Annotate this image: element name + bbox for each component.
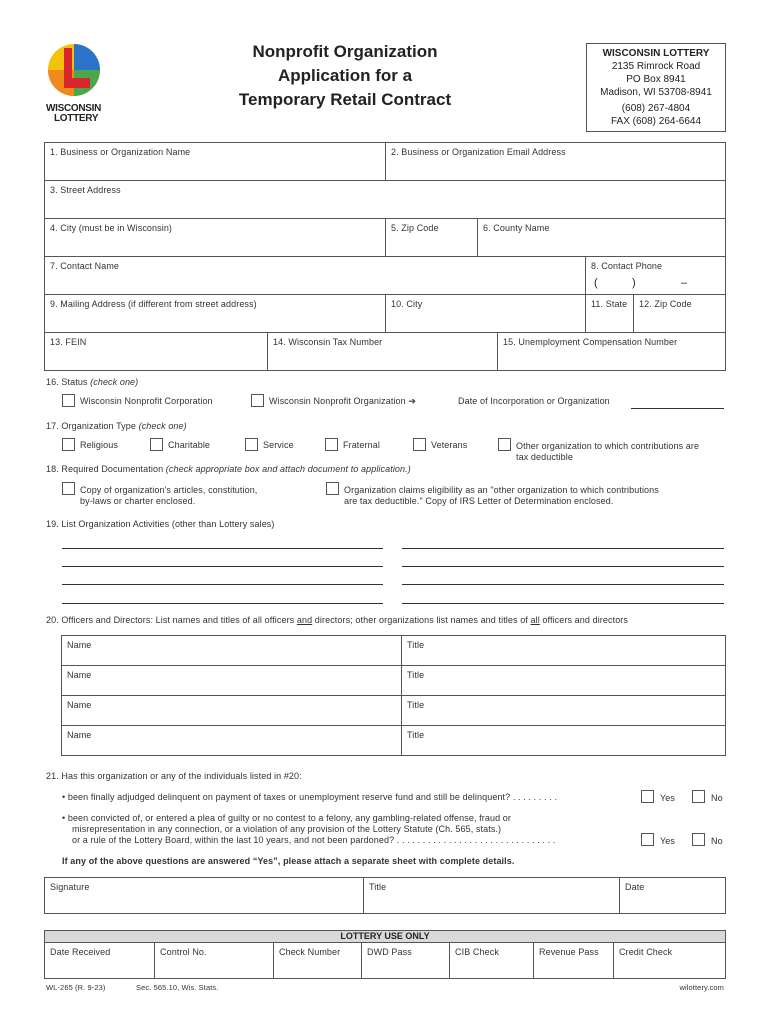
field-mailing-address[interactable] [44,294,386,333]
field-zip[interactable] [385,218,478,257]
field-county[interactable] [477,218,726,257]
lottery-col-label: CIB Check [455,947,499,957]
footer-website: wilottery.com [679,983,724,992]
field-fein-label: 13. FEIN [50,337,87,347]
q21-bullet-2-line2: misrepresentation in any connection, or a violation of any provision of the Lottery Statute (Ch. 565, stats.) [72,824,502,834]
lottery-col-label: Date Received [50,947,111,957]
field-mailing-zip-label: 12. Zip Code [639,299,692,309]
q21a-no-label: No [711,793,723,803]
form-title [200,40,490,112]
activity-line-6[interactable] [402,566,724,567]
lottery-control-no[interactable] [154,942,274,979]
field-tax-number[interactable] [267,332,498,371]
officer-title-label: Title [407,700,425,710]
field-email[interactable] [385,142,726,181]
checkbox-fraternal[interactable] [325,438,338,451]
org-type-hint: (check one) [138,421,187,431]
field-county-label: 6. County Name [483,223,550,233]
status-heading [46,377,138,387]
date-incorporation-line[interactable] [631,408,724,409]
officer-title-4[interactable] [401,725,726,756]
officer-title-label: Title [407,640,425,650]
officer-title-3[interactable] [401,695,726,726]
field-mailing-label: 9. Mailing Address (if different from street address) [50,299,257,309]
option-articles-line1: Copy of organization's articles, constitution, [80,485,258,495]
lottery-cib-check[interactable] [449,942,534,979]
q21-bullet-2-line3: or a rule of the Lottery Board, within the last 10 years, and not been pardoned? . . . . . . . . . . . . . . . . . . . . . . . . . . . . . . . [72,835,556,845]
title-line-1: Nonprofit Organization [252,42,438,61]
lottery-credit-check[interactable] [613,942,726,979]
lottery-col-label: DWD Pass [367,947,412,957]
officer-name-2[interactable] [61,665,402,696]
checkbox-nonprofit-organization[interactable] [251,394,264,407]
field-state[interactable] [585,294,634,333]
officer-name-label: Name [67,670,92,680]
activity-line-4[interactable] [62,603,383,604]
q21-bullet-1: • been finally adjudged delinquent on payment of taxes or unemployment reserve fund and still be delinquent? . . . . . . . . . [62,792,558,802]
officers-label [46,615,628,625]
title-line-2: Application for a [277,66,413,85]
logo-text-wisconsin: WISCONSIN [46,103,102,114]
org-type-label: 17. Organization Type [46,421,136,431]
field-mailing-zip[interactable] [633,294,726,333]
phone-close-paren: ) [632,277,636,289]
org-type-heading [46,421,187,431]
officers-label-a: 20. Officers and Directors: List names and titles of all officers [46,615,297,625]
officer-title-label: Title [407,670,425,680]
checkbox-articles[interactable] [62,482,75,495]
q21b-yes-label: Yes [660,836,675,846]
date-incorporation-label: Date of Incorporation or Organization [458,396,610,406]
officers-label-c: officers and directors [539,615,629,625]
field-zip-label: 5. Zip Code [391,223,439,233]
footer-statute: Sec. 565.10, Wis. Stats. [136,983,219,992]
checkbox-other-org[interactable] [498,438,511,451]
field-mailing-city[interactable] [385,294,586,333]
option-irs-line2: are tax deductible." Copy of IRS Letter of Determination enclosed. [344,496,614,506]
officer-name-label: Name [67,640,92,650]
signature-title-field[interactable] [363,877,620,914]
q21-label: 21. Has this organization or any of the individuals listed in #20: [46,771,302,781]
option-religious: Religious [80,440,118,450]
lottery-address-box [586,43,726,132]
field-email-label: 2. Business or Organization Email Address [391,147,566,157]
address-street: 2135 Rimrock Road [611,61,701,72]
q21a-yes-label: Yes [660,793,675,803]
officer-name-4[interactable] [61,725,402,756]
docs-hint: (check appropriate box and attach document to application.) [165,464,411,474]
lottery-logo-icon [42,42,112,102]
address-city: Madison, WI 53708-8941 [600,87,712,98]
q21-bullet-2-line1: • been convicted of, or entered a plea of guilty or no contest to a felony, any gambling-related offense, fraud or [62,813,511,823]
field-contact-name[interactable] [44,256,586,295]
field-org-name-label: 1. Business or Organization Name [50,147,191,157]
arrow-right-icon: ➔ [408,396,417,406]
lottery-dwd-pass[interactable] [361,942,450,979]
activity-line-1[interactable] [62,548,383,549]
checkbox-q21a-no[interactable] [692,790,705,803]
checkbox-irs-letter[interactable] [326,482,339,495]
signature-date-field[interactable] [619,877,726,914]
phone-open-paren: ( [594,277,598,289]
field-unemployment-number[interactable] [497,332,726,371]
option-fraternal: Fraternal [343,440,380,450]
status-hint: (check one) [90,377,139,387]
status-label: 16. Status [46,377,88,387]
officers-label-all: all [530,615,540,625]
activity-line-2[interactable] [62,566,383,567]
field-contact-label: 7. Contact Name [50,261,120,271]
officer-title-1[interactable] [401,635,726,666]
address-org: WISCONSIN LOTTERY [602,48,710,59]
address-fax: FAX (608) 264-6644 [610,116,702,127]
option-articles-line2: by-laws or charter enclosed. [80,496,196,506]
footer-form-number: WL-265 (R. 9-23) [46,983,106,992]
address-phone: (608) 267-4804 [621,103,691,114]
checkbox-religious[interactable] [62,438,75,451]
docs-label: 18. Required Documentation [46,464,164,474]
option-service: Service [263,440,294,450]
officers-label-and: and [296,615,313,625]
option-nonprofit-organization [269,396,416,407]
logo-text-lottery: LOTTERY [54,113,99,124]
field-contact-phone[interactable] [585,256,726,295]
field-org-name[interactable] [44,142,386,181]
checkbox-q21b-yes[interactable] [641,833,654,846]
option-irs-line1: Organization claims eligibility as an "other organization to which contributions [344,485,659,495]
lottery-col-label: Credit Check [619,947,673,957]
field-city-label: 4. City (must be in Wisconsin) [50,223,173,233]
signature-label: Signature [50,882,90,892]
officer-name-label: Name [67,700,92,710]
wisconsin-lottery-logo [42,42,112,127]
field-unemployment-label: 15. Unemployment Compensation Number [503,337,678,347]
field-city[interactable] [44,218,386,257]
field-fein[interactable] [44,332,268,371]
lottery-date-received[interactable] [44,942,155,979]
lottery-col-label: Check Number [279,947,341,957]
address-po: PO Box 8941 [626,74,686,85]
docs-heading [46,464,411,474]
phone-dash: – [681,277,688,289]
checkbox-service[interactable] [245,438,258,451]
checkbox-charitable[interactable] [150,438,163,451]
officer-name-1[interactable] [61,635,402,666]
activities-label: 19. List Organization Activities (other than Lottery sales) [46,519,275,529]
option-other-org-line2: tax deductible [516,452,573,462]
checkbox-nonprofit-corporation[interactable] [62,394,75,407]
option-veterans: Veterans [431,440,468,450]
activity-line-5[interactable] [402,548,724,549]
activity-line-3[interactable] [62,584,383,585]
officer-title-label: Title [407,730,425,740]
checkbox-q21a-yes[interactable] [641,790,654,803]
q21-note: If any of the above questions are answered “Yes”, please attach a separate sheet with complete details. [62,856,515,866]
activity-line-8[interactable] [402,603,724,604]
officer-title-2[interactable] [401,665,726,696]
field-mailing-city-label: 10. City [391,299,423,309]
checkbox-veterans[interactable] [413,438,426,451]
checkbox-q21b-no[interactable] [692,833,705,846]
field-state-label: 11. State [591,299,628,309]
lottery-col-label: Control No. [160,947,207,957]
q21b-no-label: No [711,836,723,846]
lottery-revenue-pass[interactable] [533,942,614,979]
lottery-check-number[interactable] [273,942,362,979]
signature-field[interactable] [44,877,364,914]
activity-line-7[interactable] [402,584,724,585]
officers-label-b: directors; other organizations list names and titles of [312,615,531,625]
signature-date-label: Date [625,882,645,892]
title-line-3: Temporary Retail Contract [238,90,452,109]
field-tax-label: 14. Wisconsin Tax Number [273,337,383,347]
field-phone-label: 8. Contact Phone [591,261,663,271]
signature-title-label: Title [369,882,387,892]
officer-name-label: Name [67,730,92,740]
officer-name-3[interactable] [61,695,402,726]
field-street-label: 3. Street Address [50,185,121,195]
option-nonprofit-corporation: Wisconsin Nonprofit Corporation [80,396,213,406]
option-nonprofit-organization-text: Wisconsin Nonprofit Organization [269,396,406,406]
field-street-address[interactable] [44,180,726,219]
lottery-col-label: Revenue Pass [539,947,599,957]
lottery-use-header-text: LOTTERY USE ONLY [340,931,430,941]
option-other-org-line1: Other organization to which contributions are [516,441,700,451]
option-charitable: Charitable [168,440,211,450]
